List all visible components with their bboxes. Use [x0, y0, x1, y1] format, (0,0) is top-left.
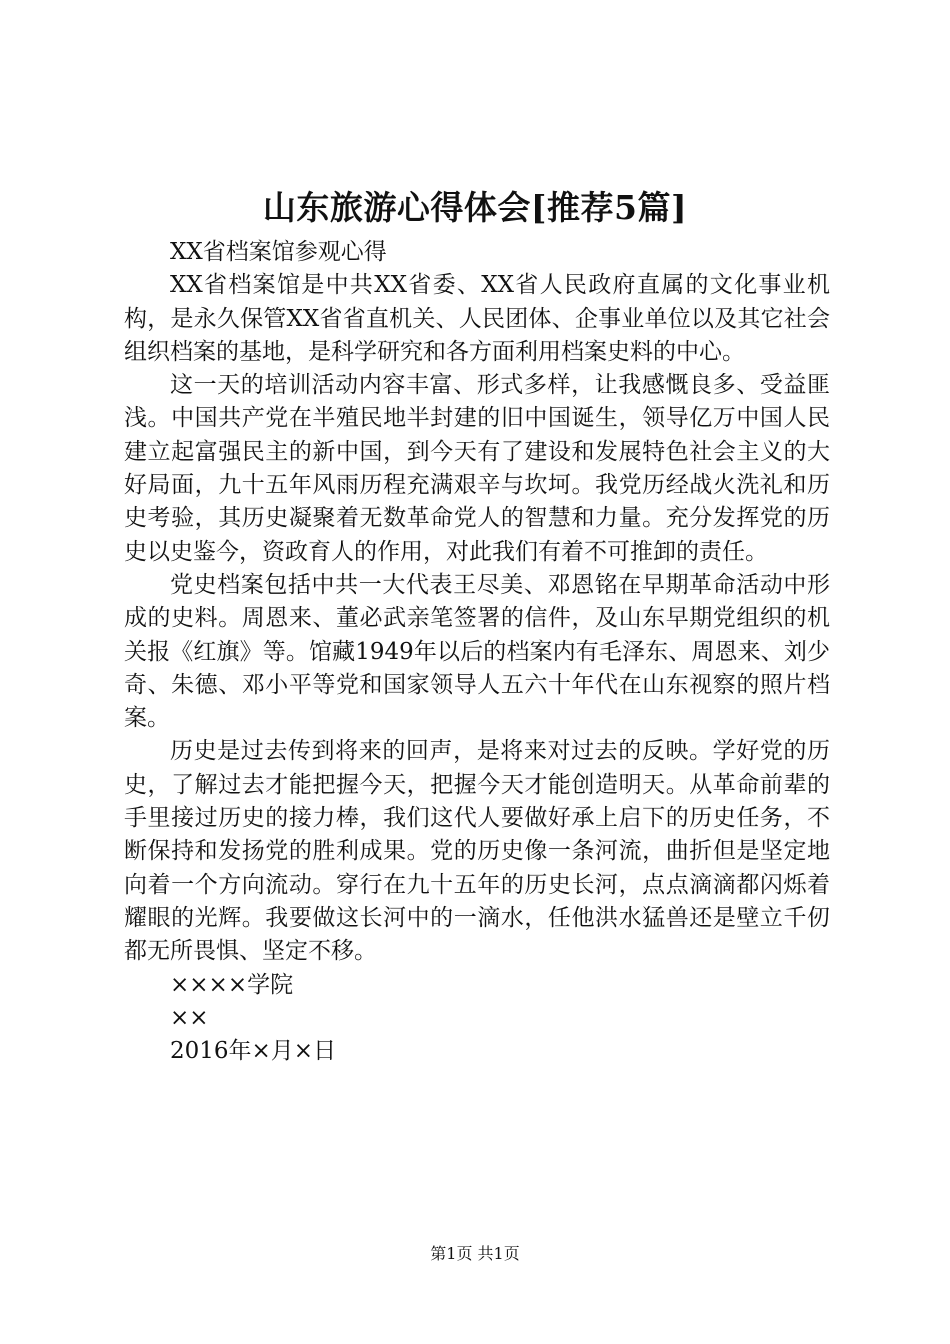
document-body: [124, 236, 830, 1068]
paragraph-1: XX省档案馆是中共XX省委、XX省人民政府直属的文化事业机构，是永久保管XX省省直机关、人民团体、企事业单位以及其它社会组织档案的基地，是科学研究和各方面利用档案史料的中心。: [124, 272, 830, 365]
page-footer: 第1页 共1页: [430, 1244, 520, 1263]
signature-name: ××: [170, 1004, 209, 1031]
document-subtitle: XX省档案馆参观心得: [170, 239, 387, 265]
signature-date: 2016年×月×日: [170, 1038, 337, 1065]
paragraph-4: 历史是过去传到将来的回声，是将来对过去的反映。学好党的历史，了解过去才能把握今天，把握今天才能创造明天。从革命前辈的手里接过历史的接力棒，我们这代人要做好承上启下的历史任务，不断保持和发扬党的胜利成果。党的历史像一条河流，曲折但是坚定地向着一个方向流动。穿行在九十五年的历史长河，点点滴滴都闪烁着耀眼的光辉。我要做这长河中的一滴水，任他洪水猛兽还是壁立千仞都无所畏惧、坚定不移。: [124, 738, 830, 965]
signature-organization: ××××学院: [170, 971, 294, 998]
document-title: 山东旅游心得体会[推荐5篇]: [262, 188, 688, 227]
paragraph-2: 这一天的培训活动内容丰富、形式多样，让我感慨良多、受益匪浅。中国共产党在半殖民地半封建的旧中国诞生，领导亿万中国人民建立起富强民主的新中国，到今天有了建设和发展特色社会主义的大好局面，九十五年风雨历程充满艰辛与坎坷。我党历经战火洗礼和历史考验，其历史凝聚着无数革命党人的智慧和力量。充分发挥党的历史以史鉴今，资政育人的作用，对此我们有着不可推卸的责任。: [124, 372, 830, 565]
paragraph-3: 党史档案包括中共一大代表王尽美、邓恩铭在早期革命活动中形成的史料。周恩来、董必武亲笔签署的信件，及山东早期党组织的机关报《红旗》等。馆藏1949年以后的档案内有毛泽东、周恩来、刘少奇、朱德、邓小平等党和国家领导人五六十年代在山东视察的照片档案。: [124, 571, 830, 732]
